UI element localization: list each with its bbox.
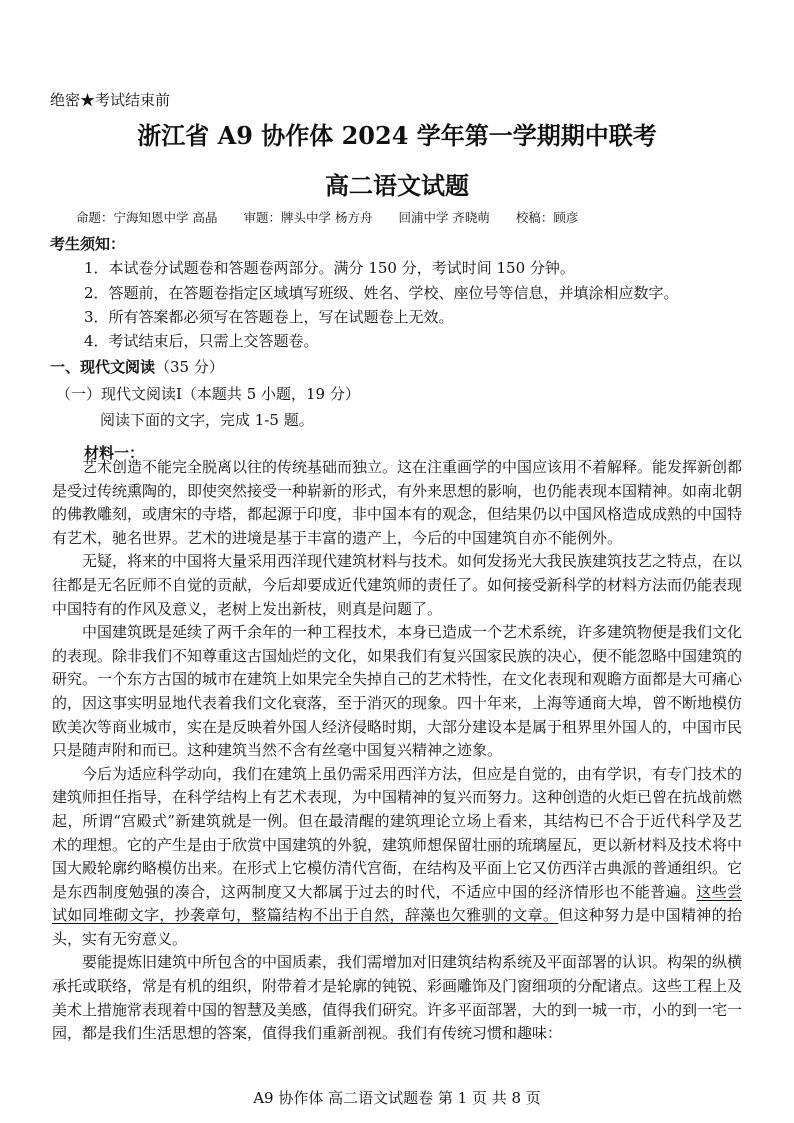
author-proofreader: 校稿：顾彦 xyxy=(515,210,579,225)
section-points: （35 分） xyxy=(155,358,224,376)
underlined-sentence: 这些尝试如同堆砌文字，抄袭章句，整篇结构不出于自然，辞藻也欠雅驯的文章。 xyxy=(52,882,742,925)
section-title: 一、现代文阅读 xyxy=(50,358,156,376)
passage-paragraph: 要能提炼旧建筑中所包含的中国质素，我们需增加对旧建筑结构系统及平面部署的认识。构架的纵横承托或联络，常是有机的组织，附带着才是轮廓的钝锐、彩画雕饰及门窗细项的分配诸点。这些工程上及美术上措施常表现着中国的智慧及美感，值得我们研究。许多平面部署，大的到一城一市，小的到一宅一园，都是我们生活思想的答案，值得我们重新剖视。我们有传统习惯和趣味： xyxy=(52,953,743,1043)
material-label: 材料一： xyxy=(84,444,145,462)
passage-text xyxy=(52,456,742,1046)
author-setter: 命题：宁海知恩中学 高晶 xyxy=(76,210,218,225)
passage-paragraph: 艺术创造不能完全脱离以往的传统基础而独立。这在注重画学的中国应该用不着解释。能发挥新创都是受过传统熏陶的，即使突然接受一种崭新的形式，有外来思想的影响，也仍能表现本国精神。如南北朝的佛教雕刻，或唐宋的寺塔，都起源于印度，非中国本有的观念，但结果仍以中国风格造成成熟的中国特有艺术，驰名世界。艺术的进境是基于丰富的遗产上，今后的中国建筑自亦不能例外。 xyxy=(52,458,743,547)
notice-item: 4．考试结束后，只需上交答题卷。 xyxy=(84,332,319,350)
subsection-heading: （一）现代文阅读Ⅰ（本题共 5 小题，19 分） xyxy=(56,385,360,403)
exam-title: 浙江省 A9 协作体 2024 学年第一学期期中联考 xyxy=(137,121,657,150)
notice-heading: 考生须知： xyxy=(50,235,126,253)
page-footer: A9 协作体 高二语文试题卷 第 1 页 共 8 页 xyxy=(253,1089,541,1107)
passage-paragraph xyxy=(52,763,742,952)
confidential-label: 绝密★考试结束前 xyxy=(50,91,171,109)
notice-item: 3．所有答案都必须写在答题卷上，写在试题卷上无效。 xyxy=(84,308,454,326)
author-reviewer-2: 回浦中学 齐晓萌 xyxy=(398,210,490,225)
notice-item: 2．答题前，在答题卷指定区域填写班级、姓名、学校、座位号等信息，并填涂相应数字。 xyxy=(84,284,679,302)
passage-paragraph: 无疑，将来的中国将大量采用西洋现代建筑材料与技术。如何发扬光大我民族建筑技艺之特点，在以往都是无名匠师不自觉的贡献，今后却要成近代建筑师的责任了。如何接受新科学的材料方法而仍能表现中国特有的作风及意义，老树上发出新枝，则真是问题了。 xyxy=(52,552,743,618)
reading-instruction: 阅读下面的文字，完成 1-5 题。 xyxy=(100,411,314,429)
notice-item: 1．本试卷分试题卷和答题卷两部分。满分 150 分，考试时间 150 分钟。 xyxy=(84,259,575,277)
paragraph-text: 但这种努力是中国精神的抬头，实有无穷意义。 xyxy=(52,906,742,948)
passage-paragraph: 中国建筑既是延续了两千余年的一种工程技术，本身已造成一个艺术系统，许多建筑物便是我们文化的表现。除非我们不知尊重这古国灿烂的文化，如果我们有复兴国家民族的决心，便不能忽略中国建筑的研究。一个东方古国的城市在建筑上如果完全失掉自己的艺术特性，在文化表现和观瞻方面都是大可痛心的，因这事实明显地代表着我们文化衰落，至于消灭的现象。四十年来，上海等通商大埠，曾不断地模仿欧美次等商业城市，实在是反映着外国人经济侵略时期，大部分建设本是属于租界里外国人的，中国市民只是随声附和而已。这种建筑当然不含有丝毫中国复兴精神之迹象。 xyxy=(52,623,743,760)
exam-subtitle: 高二语文试题 xyxy=(325,171,469,200)
author-line xyxy=(76,208,600,226)
section-heading xyxy=(50,356,224,377)
paragraph-text: 今后为适应科学动向，我们在建筑上虽仍需采用西洋方法，但应是自觉的，由有学识，有专门技术的建筑师担任指导，在科学结构上有艺术表现，为中国精神的复兴而努力。这种创造的火炬已曾在抗战前燃起，所谓“宫殿式”新建筑就是一例。但在最清醒的建筑理论立场上看来，其结构已不合于近代科学及艺术的理想。它的产生是由于欣赏中国建筑的外貌，建筑师想保留壮丽的琉璃屋瓦，更以新材料及技术将中国大殿轮廓约略模仿出来。在形式上它模仿清代宫衙，在结构及平面上它又仿西洋古典派的普通组织。它是东西制度勉强的凑合，这两制度又大都属于过去的时代，不适应中国的经济情形也不能普遍。 xyxy=(52,764,743,901)
author-reviewer-1: 审题：牌头中学 杨方舟 xyxy=(243,210,373,225)
